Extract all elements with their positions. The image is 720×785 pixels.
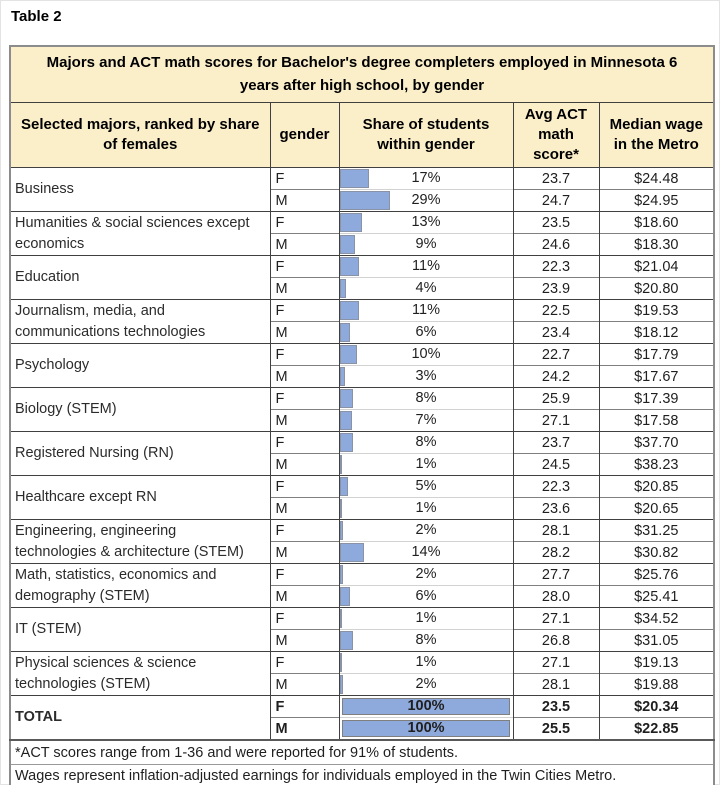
major-cell: Biology (STEM): [10, 388, 270, 432]
gender-cell: M: [270, 366, 339, 388]
share-cell: [339, 652, 513, 674]
major-cell: Humanities & social sciences except economics: [10, 212, 270, 256]
share-value: 14%: [411, 544, 441, 561]
column-header: Median wage in the Metro: [599, 102, 714, 168]
table-row: [10, 388, 714, 410]
column-header: Selected majors, ranked by share of females: [10, 102, 270, 168]
share-value: 29%: [411, 192, 441, 209]
table-row: [10, 696, 714, 718]
table-row: [10, 344, 714, 366]
share-value: 10%: [411, 346, 441, 363]
major-cell: Education: [10, 256, 270, 300]
table-row: [10, 652, 714, 674]
act-score-cell: 22.7: [513, 344, 599, 366]
act-score-cell: 27.1: [513, 652, 599, 674]
gender-cell: M: [270, 674, 339, 696]
share-value: 100%: [407, 720, 445, 737]
share-value: 17%: [411, 170, 441, 187]
act-score-cell: 27.1: [513, 608, 599, 630]
share-value: 11%: [412, 302, 440, 319]
majors-act-wage-table: [9, 45, 715, 785]
share-cell: [339, 498, 513, 520]
share-value: 2%: [415, 566, 437, 583]
gender-cell: M: [270, 410, 339, 432]
share-value: 9%: [415, 236, 437, 253]
share-cell: [339, 344, 513, 366]
act-score-cell: 28.0: [513, 586, 599, 608]
major-cell: Business: [10, 168, 270, 212]
major-cell: Engineering, engineering technologies & architecture (STEM): [10, 520, 270, 564]
act-score-cell: 28.2: [513, 542, 599, 564]
major-cell: Registered Nursing (RN): [10, 432, 270, 476]
share-cell: [339, 630, 513, 652]
share-cell: [339, 190, 513, 212]
gender-cell: F: [270, 520, 339, 542]
table-row: [10, 256, 714, 278]
wage-cell: $17.58: [599, 410, 714, 432]
share-cell: [339, 542, 513, 564]
share-cell: [339, 278, 513, 300]
share-value: 1%: [415, 610, 437, 627]
table-row: [10, 432, 714, 454]
gender-cell: F: [270, 212, 339, 234]
major-cell: IT (STEM): [10, 608, 270, 652]
wage-cell: $19.53: [599, 300, 714, 322]
wage-cell: $18.30: [599, 234, 714, 256]
share-cell: [339, 718, 513, 741]
wage-cell: $24.48: [599, 168, 714, 190]
column-header: Share of students within gender: [339, 102, 513, 168]
share-cell: [339, 256, 513, 278]
footnote-row: [10, 764, 714, 785]
gender-cell: F: [270, 432, 339, 454]
gender-cell: F: [270, 564, 339, 586]
share-cell: [339, 388, 513, 410]
wage-cell: $20.34: [599, 696, 714, 718]
table-row: [10, 476, 714, 498]
table-label: Table 2: [11, 8, 62, 25]
wage-cell: $18.12: [599, 322, 714, 344]
gender-cell: M: [270, 322, 339, 344]
major-cell: Journalism, media, and communications technologies: [10, 300, 270, 344]
wage-cell: $17.67: [599, 366, 714, 388]
share-cell: [339, 476, 513, 498]
gender-cell: F: [270, 608, 339, 630]
share-value: 2%: [415, 522, 437, 539]
gender-cell: F: [270, 696, 339, 718]
wage-cell: $24.95: [599, 190, 714, 212]
act-score-cell: 25.5: [513, 718, 599, 741]
act-score-cell: 24.5: [513, 454, 599, 476]
share-cell: [339, 696, 513, 718]
share-value: 2%: [415, 676, 437, 693]
share-value: 100%: [407, 698, 445, 715]
act-score-cell: 26.8: [513, 630, 599, 652]
gender-cell: M: [270, 190, 339, 212]
title-row: [10, 46, 714, 102]
act-score-cell: 22.3: [513, 476, 599, 498]
table-row: [10, 168, 714, 190]
gender-cell: F: [270, 344, 339, 366]
act-score-cell: 23.6: [513, 498, 599, 520]
act-score-cell: 25.9: [513, 388, 599, 410]
act-score-cell: 22.5: [513, 300, 599, 322]
table-title: Majors and ACT math scores for Bachelor's degree completers employed in Minnesota 6 years after high school, by gender: [10, 46, 714, 102]
table-row: [10, 564, 714, 586]
gender-cell: F: [270, 300, 339, 322]
share-cell: [339, 212, 513, 234]
column-header: Avg ACT math score*: [513, 102, 599, 168]
gender-cell: M: [270, 498, 339, 520]
wage-cell: $18.60: [599, 212, 714, 234]
wage-cell: $38.23: [599, 454, 714, 476]
wage-cell: $19.88: [599, 674, 714, 696]
gender-cell: M: [270, 278, 339, 300]
act-score-cell: 23.5: [513, 696, 599, 718]
table-row: [10, 608, 714, 630]
share-value: 3%: [415, 368, 437, 385]
share-value: 8%: [415, 632, 437, 649]
act-score-cell: 28.1: [513, 520, 599, 542]
column-header-row: [10, 102, 714, 168]
share-value: 8%: [415, 434, 437, 451]
share-value: 11%: [412, 258, 440, 275]
wage-cell: $25.41: [599, 586, 714, 608]
share-cell: [339, 410, 513, 432]
share-value: 1%: [415, 456, 437, 473]
wage-cell: $17.39: [599, 388, 714, 410]
gender-cell: F: [270, 388, 339, 410]
share-cell: [339, 454, 513, 476]
major-cell: Math, statistics, economics and demography (STEM): [10, 564, 270, 608]
act-score-cell: 24.2: [513, 366, 599, 388]
share-value: 6%: [415, 324, 437, 341]
share-cell: [339, 322, 513, 344]
share-value: 13%: [411, 214, 441, 231]
gender-cell: M: [270, 542, 339, 564]
footnote-row: [10, 740, 714, 764]
major-cell: TOTAL: [10, 696, 270, 741]
wage-cell: $21.04: [599, 256, 714, 278]
share-value: 8%: [415, 390, 437, 407]
gender-cell: M: [270, 234, 339, 256]
share-value: 6%: [415, 588, 437, 605]
share-cell: [339, 674, 513, 696]
wage-cell: $37.70: [599, 432, 714, 454]
share-cell: [339, 366, 513, 388]
gender-cell: F: [270, 256, 339, 278]
gender-cell: M: [270, 454, 339, 476]
footnote: *ACT scores range from 1-36 and were reported for 91% of students.: [10, 740, 714, 764]
act-score-cell: 27.7: [513, 564, 599, 586]
wage-cell: $34.52: [599, 608, 714, 630]
act-score-cell: 23.5: [513, 212, 599, 234]
table-row: [10, 300, 714, 322]
wage-cell: $22.85: [599, 718, 714, 741]
wage-cell: $20.65: [599, 498, 714, 520]
share-value: 1%: [415, 500, 437, 517]
share-cell: [339, 168, 513, 190]
major-cell: Psychology: [10, 344, 270, 388]
share-cell: [339, 608, 513, 630]
act-score-cell: 23.9: [513, 278, 599, 300]
act-score-cell: 23.7: [513, 168, 599, 190]
share-value: 5%: [415, 478, 437, 495]
wage-cell: $31.05: [599, 630, 714, 652]
share-cell: [339, 586, 513, 608]
act-score-cell: 22.3: [513, 256, 599, 278]
wage-cell: $20.85: [599, 476, 714, 498]
act-score-cell: 28.1: [513, 674, 599, 696]
wage-cell: $20.80: [599, 278, 714, 300]
act-score-cell: 23.7: [513, 432, 599, 454]
share-value: 7%: [415, 412, 437, 429]
gender-cell: F: [270, 476, 339, 498]
share-cell: [339, 520, 513, 542]
share-cell: [339, 234, 513, 256]
share-cell: [339, 300, 513, 322]
share-cell: [339, 432, 513, 454]
wage-cell: $31.25: [599, 520, 714, 542]
wage-cell: $17.79: [599, 344, 714, 366]
share-cell: [339, 564, 513, 586]
wage-cell: $30.82: [599, 542, 714, 564]
act-score-cell: 24.6: [513, 234, 599, 256]
major-cell: Healthcare except RN: [10, 476, 270, 520]
wage-cell: $19.13: [599, 652, 714, 674]
act-score-cell: 27.1: [513, 410, 599, 432]
share-value: 4%: [415, 280, 437, 297]
gender-cell: M: [270, 718, 339, 741]
table-row: [10, 212, 714, 234]
major-cell: Physical sciences & science technologies (STEM): [10, 652, 270, 696]
wage-cell: $25.76: [599, 564, 714, 586]
share-value: 1%: [415, 654, 437, 671]
gender-cell: M: [270, 586, 339, 608]
gender-cell: F: [270, 652, 339, 674]
gender-cell: F: [270, 168, 339, 190]
table-row: [10, 520, 714, 542]
act-score-cell: 24.7: [513, 190, 599, 212]
gender-cell: M: [270, 630, 339, 652]
act-score-cell: 23.4: [513, 322, 599, 344]
footnote: Wages represent inflation-adjusted earnings for individuals employed in the Twin Cities Metro.: [10, 764, 714, 785]
column-header: gender: [270, 102, 339, 168]
